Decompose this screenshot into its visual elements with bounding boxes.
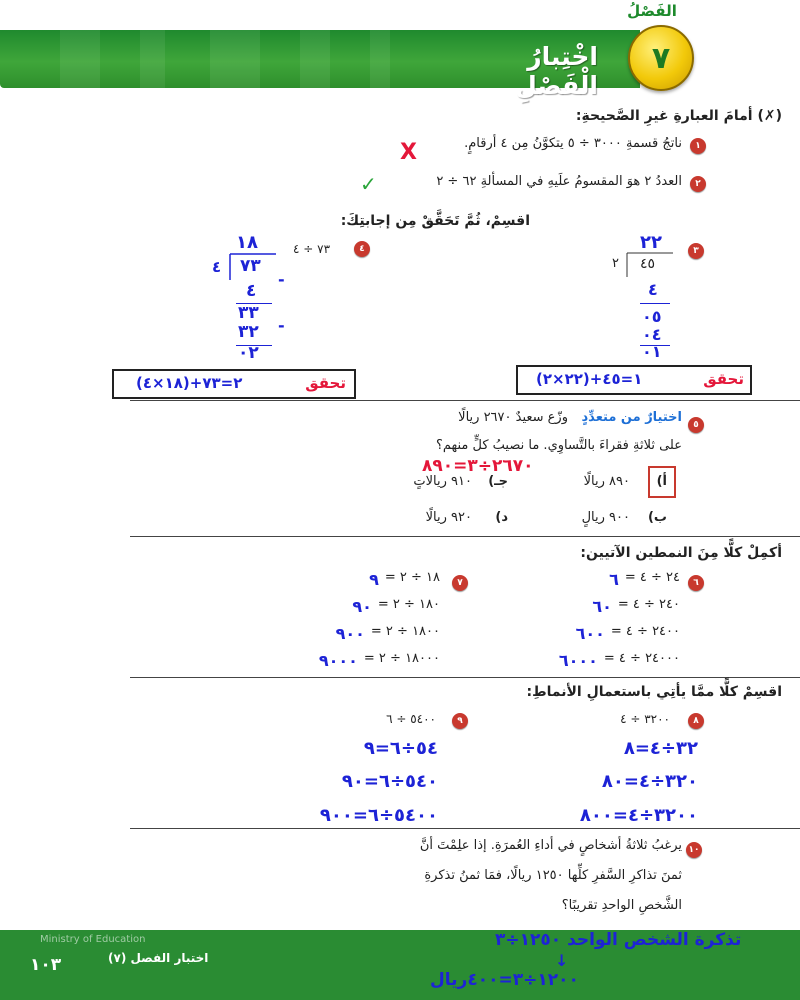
handwritten-answer: تذكرة الشخص الواحد ١٢٥٠÷٣ (495, 930, 742, 950)
option-value: ٨٩٠ ريالًا (583, 474, 630, 489)
pattern-answer: ٦ (609, 570, 619, 589)
chapter-number: ٧ (651, 40, 671, 76)
answer-line: ٥٤٠٠÷٦=٩٠٠ (319, 805, 438, 826)
problem-expression: ٧٣ ÷ ٤ (293, 242, 331, 256)
pattern-answer: ٩٠٠٠ (318, 651, 358, 670)
check-mark-icon: ✓ (360, 172, 377, 196)
problem-expression: ٥٤٠٠ ÷ ٦ (386, 712, 436, 726)
minus-sign: - (278, 270, 285, 289)
section-divider (130, 828, 800, 829)
check-box-3 (516, 365, 752, 395)
question-number: ٤ (354, 241, 370, 257)
pattern-expr: ١٨ ÷ ٢ = (384, 570, 440, 585)
answer-line: ٣٢÷٤=٨ (623, 738, 698, 759)
check-box-4 (112, 369, 356, 399)
chapter-tag: الفَصْلُ (627, 2, 677, 20)
pattern-row (290, 570, 440, 597)
answer-line: ٥٤÷٦=٩ (363, 738, 438, 759)
section-instruction-mark: (✗) أمامَ العبارةِ غيرِ الصَّحيحةِ: (575, 108, 782, 124)
word-problem-line: يرغبُ ثلاثةُ أشخاصٍ في أداءِ العُمرَةِ. إذا علِمْتَ أنَّ (419, 838, 682, 853)
question-number: ١ (690, 138, 706, 154)
divisor: ٤ (212, 258, 222, 276)
answer-line: ٣٢٠÷٤=٨٠ (601, 771, 698, 792)
pattern-expr: ١٨٠٠٠ ÷ ٢ = (363, 651, 440, 666)
quotient: ٢٢ (640, 232, 662, 253)
question-number: ٧ (452, 575, 468, 591)
question-number: ٣ (688, 243, 704, 259)
division-rule (640, 303, 670, 304)
section-instruction-divide: اقسِمْ، ثُمَّ تَحَقَّقْ مِن إجابتِكَ: (340, 213, 530, 229)
pattern-answer: ٩ (369, 570, 379, 589)
page-title: اخْتِبارُ الْفَصْلِ (515, 42, 598, 100)
option-key[interactable]: جـ) (488, 474, 508, 489)
pattern-expr: ٢٤٠٠٠ ÷ ٤ = (603, 651, 680, 666)
divisor: ٢ (612, 256, 619, 271)
section-instruction-divide-patterns: اقسِمْ كلًّا ممَّا يأتِي باستعمالِ الأنماطِ: (526, 684, 782, 700)
section-divider (130, 400, 800, 401)
mc-text-line: على ثلاثةِ فقراءَ بالتَّساوِي. ما نصيبُ كلٍّ منهم؟ (435, 438, 682, 453)
pattern-expr: ١٨٠٠ ÷ ٢ = (370, 624, 440, 639)
ministry-watermark: Ministry of Education (40, 934, 146, 945)
question-number: ٦ (688, 575, 704, 591)
pattern-6 (530, 570, 680, 670)
answer-line: ٥٤٠÷٦=٩٠ (341, 771, 438, 792)
pattern-answer: ٩٠ (352, 597, 372, 616)
statement-text: العددُ ٢ هوَ المقسومُ علَيهِ في المسألةِ ٦٢ ÷ ٢ (436, 174, 682, 189)
problem-expression: ٣٢٠٠ ÷ ٤ (620, 712, 670, 726)
chapter-number-badge (628, 25, 694, 91)
division-step: ٠١ (642, 342, 662, 361)
division-step: ٤ (246, 281, 257, 301)
option-value: ٩٢٠ ريالًا (425, 510, 472, 525)
pattern-answer: ٦٠ (592, 597, 612, 616)
handwritten-work: ٢٦٧٠÷٣=٨٩٠ (422, 456, 534, 476)
option-value: ٩٠٠ ريالٍ (581, 510, 630, 525)
pattern-row (530, 624, 680, 651)
answer-line: ٣٢٠٠÷٤=٨٠٠ (579, 805, 698, 826)
handwritten-answer: ١٢٠٠÷٣=٤٠٠ريال (430, 970, 579, 990)
dividend: ٧٣ (240, 256, 261, 276)
pattern-7 (290, 570, 440, 670)
option-key[interactable]: ب) (647, 510, 667, 525)
check-label: تحقق (703, 370, 744, 388)
statement-text: ناتجُ قسمةِ ٣٠٠٠ ÷ ٥ يتكوَّنُ مِن ٤ أرقامٍ. (464, 136, 682, 151)
pattern-answer: ٩٠٠ (335, 624, 365, 643)
pattern-row (530, 570, 680, 597)
question-number: ٥ (688, 417, 704, 433)
pattern-expr: ١٨٠ ÷ ٢ = (377, 597, 440, 612)
pattern-row (530, 597, 680, 624)
pattern-row (290, 597, 440, 624)
section-divider (130, 536, 800, 537)
question-number: ٨ (688, 713, 704, 729)
division-step: ٤ (648, 280, 658, 299)
question-number: ١٠ (686, 842, 702, 858)
option-key[interactable]: د) (495, 510, 508, 525)
pattern-answer: ٦٠٠ (575, 624, 605, 643)
division-step: ٣٢ (238, 322, 259, 342)
division-step: ٣٣ (238, 303, 259, 323)
option-key[interactable]: أ) (656, 474, 667, 489)
section-divider (130, 677, 800, 678)
arrow-down-icon: ↓ (555, 951, 569, 970)
pattern-expr: ٢٤٠٠ ÷ ٤ = (610, 624, 680, 639)
word-problem-line: ثمنَ تذاكرِ السَّفرِ كلِّها ١٢٥٠ ريالًا، فمَا ثمنُ تذكرةِ (424, 868, 682, 883)
wrong-mark: X (400, 140, 417, 165)
page-number: ١٠٣ (30, 955, 62, 975)
pattern-expr: ٢٤ ÷ ٤ = (624, 570, 680, 585)
division-step: ٠٥ (642, 307, 662, 326)
mc-text-line: وزّع سعيدٌ ٢٦٧٠ ريالًا (458, 410, 568, 425)
word-problem-line: الشَّخصِ الواحدِ تقريبًا؟ (561, 898, 682, 913)
pattern-row (290, 651, 440, 678)
dividend: ٤٥ (640, 256, 656, 272)
question-number: ٢ (690, 176, 706, 192)
pattern-row (530, 651, 680, 678)
pattern-row (290, 624, 440, 651)
division-step: ٠٤ (642, 325, 662, 344)
option-value: ٩١٠ ريالاتٍ (413, 474, 472, 489)
question-number: ٩ (452, 713, 468, 729)
minus-sign: - (278, 316, 285, 335)
pattern-answer: ٦٠٠٠ (558, 651, 598, 670)
check-label: تحقق (305, 374, 346, 392)
division-step: ٠٢ (238, 343, 259, 363)
check-expression: (١٨×٤)+٢=٧٣ (136, 374, 243, 392)
mc-label: اختيارٌ من متعدِّدٍ (581, 410, 682, 425)
section-instruction-patterns: أكمِلْ كلًّا مِنَ النمطين الآتيين: (580, 545, 782, 561)
pattern-expr: ٢٤٠ ÷ ٤ = (617, 597, 680, 612)
footer-chapter-label: اختبار الفصل (٧) (108, 951, 209, 965)
quotient: ١٨ (236, 232, 258, 253)
check-expression: (٢٢×٢)+١=٤٥ (536, 370, 643, 388)
